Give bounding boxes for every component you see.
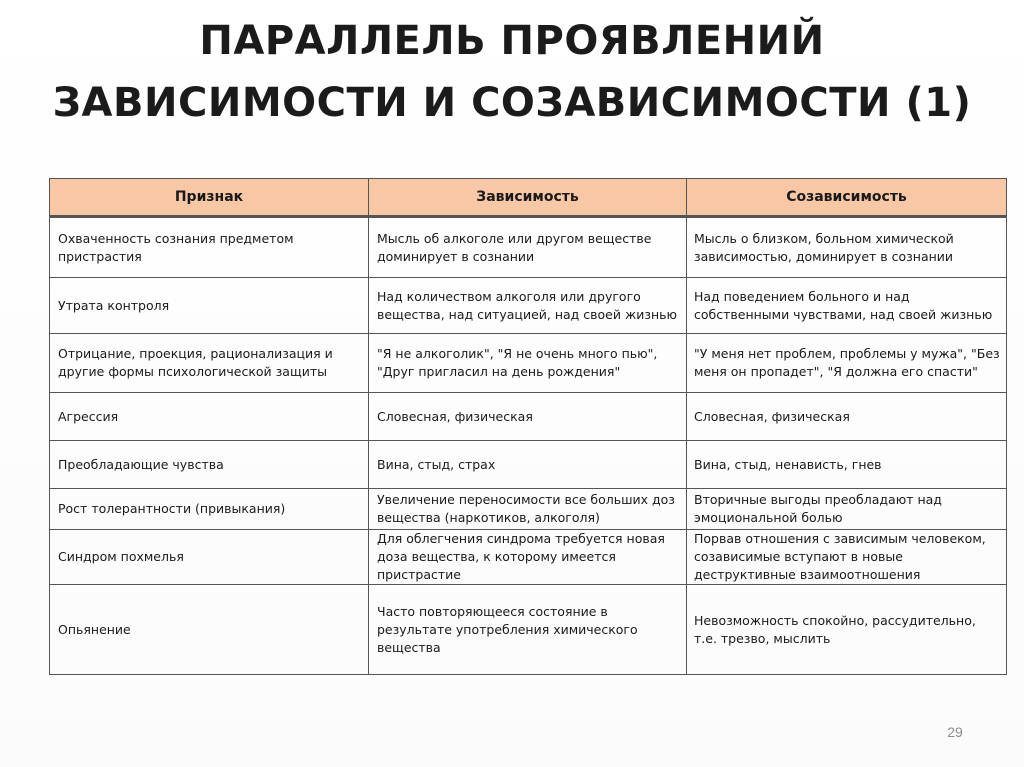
table-row	[50, 585, 1007, 675]
cell-sign: Преобладающие чувства	[50, 441, 369, 489]
cell-sign: Синдром похмелья	[50, 530, 369, 585]
cell-sign: Утрата контроля	[50, 278, 369, 334]
cell-addiction: Часто повторяющееся состояние в результате употребления химического вещества	[369, 585, 687, 675]
cell-sign: Агрессия	[50, 393, 369, 441]
cell-codependency: "У меня нет проблем, проблемы у мужа", "Без меня он пропадет", "Я должна его спасти"	[687, 334, 1007, 393]
comparison-table	[49, 178, 1007, 675]
cell-addiction: "Я не алкоголик", "Я не очень много пью", "Друг пригласил на день рождения"	[369, 334, 687, 393]
cell-addiction: Мысль об алкоголе или другом веществе доминирует в сознании	[369, 217, 687, 278]
header-codependency: Созависимость	[687, 179, 1007, 217]
header-addiction: Зависимость	[369, 179, 687, 217]
cell-codependency: Мысль о близком, больном химической зависимостью, доминирует в сознании	[687, 217, 1007, 278]
cell-codependency: Вторичные выгоды преобладают над эмоциональной болью	[687, 489, 1007, 530]
table-row	[50, 334, 1007, 393]
cell-sign: Рост толерантности (привыкания)	[50, 489, 369, 530]
table-row	[50, 489, 1007, 530]
page-number: 29	[947, 724, 963, 740]
table-row	[50, 441, 1007, 489]
table-row	[50, 530, 1007, 585]
cell-sign: Охваченность сознания предметом пристрастия	[50, 217, 369, 278]
cell-sign: Опьянение	[50, 585, 369, 675]
cell-codependency: Порвав отношения с зависимым человеком, созависимые вступают в новые деструктивные взаимоотношения	[687, 530, 1007, 585]
slide-title-line-2: ЗАВИСИМОСТИ И СОЗАВИСИМОСТИ (1)	[52, 80, 972, 126]
cell-codependency: Над поведением больного и над собственными чувствами, над своей жизнью	[687, 278, 1007, 334]
table-row	[50, 217, 1007, 278]
cell-sign: Отрицание, проекция, рационализация и другие формы психологической защиты	[50, 334, 369, 393]
table-row	[50, 278, 1007, 334]
slide-title-line-1: ПАРАЛЛЕЛЬ ПРОЯВЛЕНИЙ	[199, 18, 825, 64]
cell-addiction: Словесная, физическая	[369, 393, 687, 441]
cell-codependency: Вина, стыд, ненависть, гнев	[687, 441, 1007, 489]
slide-title	[0, 10, 1024, 134]
table-row	[50, 393, 1007, 441]
header-sign: Признак	[50, 179, 369, 217]
cell-codependency: Словесная, физическая	[687, 393, 1007, 441]
cell-addiction: Над количеством алкоголя или другого вещества, над ситуацией, над своей жизнью	[369, 278, 687, 334]
cell-codependency: Невозможность спокойно, рассудительно, т.е. трезво, мыслить	[687, 585, 1007, 675]
table-header-row	[50, 179, 1007, 217]
cell-addiction: Увеличение переносимости все больших доз вещества (наркотиков, алкоголя)	[369, 489, 687, 530]
cell-addiction: Для облегчения синдрома требуется новая доза вещества, к которому имеется пристрастие	[369, 530, 687, 585]
cell-addiction: Вина, стыд, страх	[369, 441, 687, 489]
